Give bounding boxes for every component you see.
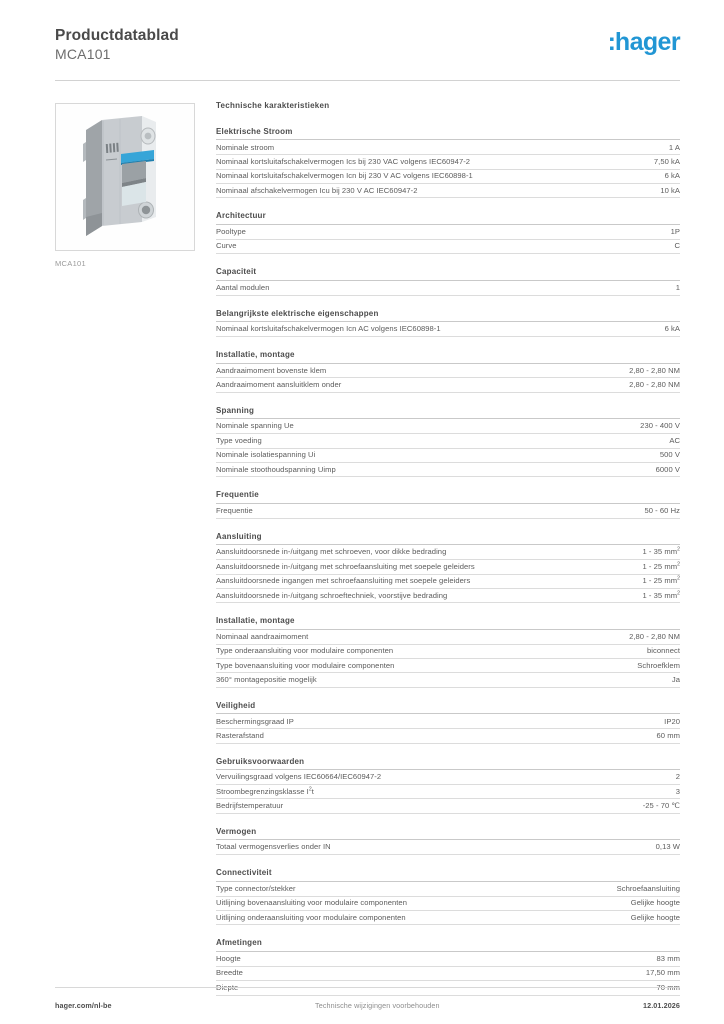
spec-group-title: Installatie, montage bbox=[216, 350, 680, 364]
spec-value: Ja bbox=[550, 673, 680, 687]
table-row bbox=[216, 630, 680, 644]
table-row bbox=[216, 504, 680, 518]
spec-value: 10 kA bbox=[550, 184, 680, 198]
spec-label: Beschermingsgraad IP bbox=[216, 714, 550, 728]
table-row bbox=[216, 239, 680, 253]
spec-value: Schroefaansluiting bbox=[550, 882, 680, 896]
table-row bbox=[216, 673, 680, 687]
spec-value: 17,50 mm bbox=[550, 966, 680, 980]
spec-group-title: Veiligheid bbox=[216, 701, 680, 715]
spec-value: 1 - 25 $mm^2$ bbox=[550, 560, 680, 574]
spec-value: 3 bbox=[550, 785, 680, 799]
table-row bbox=[216, 364, 680, 378]
page-content bbox=[0, 81, 724, 1009]
circuit-breaker-illustration bbox=[82, 114, 174, 244]
table-row bbox=[216, 659, 680, 673]
table-row bbox=[216, 910, 680, 924]
table-row bbox=[216, 644, 680, 658]
product-image-column bbox=[55, 101, 197, 268]
spec-group-title: Installatie, montage bbox=[216, 616, 680, 630]
spec-label: Nominale stroom bbox=[216, 140, 550, 154]
spec-group-title: Connectiviteit bbox=[216, 868, 680, 882]
spec-label: Vervuilingsgraad volgens IEC60664/IEC60947-2 bbox=[216, 770, 550, 784]
spec-label: Aansluitdoorsnede in-/uitgang schroeftechniek, voorstijve bedrading bbox=[216, 588, 550, 602]
spec-label: Aandraaimoment bovenste klem bbox=[216, 364, 550, 378]
table-row bbox=[216, 378, 680, 392]
spec-value: Schroefklem bbox=[550, 659, 680, 673]
spec-group-title: Frequentie bbox=[216, 490, 680, 504]
table-row bbox=[216, 434, 680, 448]
spec-table bbox=[216, 281, 680, 296]
table-row bbox=[216, 729, 680, 743]
spec-label: 360° montagepositie mogelijk bbox=[216, 673, 550, 687]
spec-table bbox=[216, 140, 680, 198]
spec-label: Curve bbox=[216, 239, 550, 253]
table-row bbox=[216, 322, 680, 336]
spec-value: C bbox=[550, 239, 680, 253]
spec-group-title: Capaciteit bbox=[216, 267, 680, 281]
table-row bbox=[216, 448, 680, 462]
table-row bbox=[216, 155, 680, 169]
spec-group-title: Aansluiting bbox=[216, 532, 680, 546]
footer-divider bbox=[55, 987, 680, 988]
spec-value: 2 bbox=[550, 770, 680, 784]
footer-website[interactable]: hager.com/nl-be bbox=[55, 1001, 112, 1010]
table-row bbox=[216, 588, 680, 602]
spec-group bbox=[216, 532, 680, 604]
logo-wordmark: hager bbox=[614, 28, 680, 56]
spec-table bbox=[216, 504, 680, 519]
spec-value: 1 - 35 $mm^2$ bbox=[550, 588, 680, 602]
logo-colon-icon: : bbox=[607, 28, 615, 56]
spec-value: 2,80 - 2,80 NM bbox=[550, 630, 680, 644]
spec-value: 1 - 35 $mm^2$ bbox=[550, 545, 680, 559]
spec-label: Aansluitdoorsnede in-/uitgang met schroefaansluiting met soepele geleiders bbox=[216, 560, 550, 574]
spec-label: Nominale stoothoudspanning Uimp bbox=[216, 462, 550, 476]
page-subtitle: MCA101 bbox=[55, 46, 111, 63]
table-row bbox=[216, 560, 680, 574]
spec-label: Bedrijfstemperatuur bbox=[216, 799, 550, 813]
spec-value: 2,80 - 2,80 NM bbox=[550, 378, 680, 392]
spec-value: 1 A bbox=[550, 140, 680, 154]
spec-label: Aandraaimoment aansluitklem onder bbox=[216, 378, 550, 392]
table-row bbox=[216, 419, 680, 433]
spec-label: Totaal vermogensverlies onder IN bbox=[216, 840, 550, 854]
spec-label: Nominaal kortsluitafschakelvermogen Icn AC volgens IEC60898-1 bbox=[216, 322, 550, 336]
spec-value: Gelijke hoogte bbox=[550, 896, 680, 910]
table-row bbox=[216, 574, 680, 588]
spec-table bbox=[216, 419, 680, 477]
specification-groups bbox=[216, 127, 680, 996]
spec-value: AC bbox=[550, 434, 680, 448]
spec-value: 7,50 kA bbox=[550, 155, 680, 169]
spec-label: Nominaal afschakelvermogen Icu bij 230 V AC IEC60947-2 bbox=[216, 184, 550, 198]
spec-table bbox=[216, 714, 680, 743]
spec-value: IP20 bbox=[550, 714, 680, 728]
spec-group-title: Architectuur bbox=[216, 211, 680, 225]
spec-group bbox=[216, 616, 680, 688]
spec-label: Hoogte bbox=[216, 952, 550, 966]
spec-label: Type onderaansluiting voor modulaire componenten bbox=[216, 644, 550, 658]
spec-value: -25 - 70 ℃ bbox=[550, 799, 680, 813]
spec-value: 6000 V bbox=[550, 462, 680, 476]
spec-table bbox=[216, 882, 680, 926]
spec-label: Aansluitdoorsnede in-/uitgang met schroeven, voor dikke bedrading bbox=[216, 545, 550, 559]
specifications-heading: Technische karakteristieken bbox=[216, 100, 330, 110]
spec-value: 0,13 W bbox=[550, 840, 680, 854]
table-row bbox=[216, 785, 680, 799]
table-row bbox=[216, 799, 680, 813]
spec-label: Pooltype bbox=[216, 225, 550, 239]
table-row bbox=[216, 896, 680, 910]
footer-date: 12.01.2026 bbox=[643, 1001, 680, 1010]
spec-group bbox=[216, 827, 680, 855]
spec-value: Gelijke hoogte bbox=[550, 910, 680, 924]
spec-group-title: Vermogen bbox=[216, 827, 680, 841]
spec-value: 6 kA bbox=[550, 322, 680, 336]
table-row bbox=[216, 840, 680, 854]
table-row bbox=[216, 184, 680, 198]
header-titles bbox=[55, 26, 179, 64]
spec-label: Stroombegrenzingsklasse $I^2t$ bbox=[216, 785, 550, 799]
spec-group bbox=[216, 350, 680, 393]
spec-label: Breedte bbox=[216, 966, 550, 980]
spec-table bbox=[216, 322, 680, 337]
spec-group bbox=[216, 267, 680, 295]
spec-label: Rasterafstand bbox=[216, 729, 550, 743]
spec-label: Nominaal kortsluitafschakelvermogen Ics bij 230 VAC volgens IEC60947-2 bbox=[216, 155, 550, 169]
spec-table bbox=[216, 364, 680, 393]
spec-group bbox=[216, 701, 680, 744]
spec-value: 83 mm bbox=[550, 952, 680, 966]
spec-label: Aansluitdoorsnede ingangen met schroefaansluiting met soepele geleiders bbox=[216, 574, 550, 588]
spec-table bbox=[216, 770, 680, 814]
page-header bbox=[0, 0, 724, 64]
spec-value: 1P bbox=[550, 225, 680, 239]
table-row bbox=[216, 770, 680, 784]
product-image-caption: MCA101 bbox=[55, 258, 86, 268]
spec-group bbox=[216, 406, 680, 478]
spec-value: 1 - 25 $mm^2$ bbox=[550, 574, 680, 588]
spec-table bbox=[216, 952, 680, 996]
table-row bbox=[216, 714, 680, 728]
spec-label: Type connector/stekker bbox=[216, 882, 550, 896]
table-row bbox=[216, 169, 680, 183]
spec-table bbox=[216, 545, 680, 603]
spec-value: 1 bbox=[550, 281, 680, 295]
spec-value: 6 kA bbox=[550, 169, 680, 183]
spec-label: Nominaal aandraaimoment bbox=[216, 630, 550, 644]
spec-value: 2,80 - 2,80 NM bbox=[550, 364, 680, 378]
table-row bbox=[216, 952, 680, 966]
spec-group bbox=[216, 757, 680, 814]
spec-value: 500 V bbox=[550, 448, 680, 462]
spec-label: Nominale spanning Ue bbox=[216, 419, 550, 433]
spec-value: 230 - 400 V bbox=[550, 419, 680, 433]
spec-label: Aantal modulen bbox=[216, 281, 550, 295]
spec-group-title: Belangrijkste elektrische eigenschappen bbox=[216, 309, 680, 323]
footer-disclaimer: Technische wijzigingen voorbehouden bbox=[315, 1001, 440, 1010]
spec-value: 60 mm bbox=[550, 729, 680, 743]
table-row bbox=[216, 140, 680, 154]
table-row bbox=[216, 281, 680, 295]
page-footer bbox=[55, 1001, 680, 1010]
table-row bbox=[216, 966, 680, 980]
spec-group bbox=[216, 127, 680, 199]
spec-group-title: Afmetingen bbox=[216, 938, 680, 952]
page-title: Productdatablad bbox=[55, 27, 179, 44]
specifications-column bbox=[197, 101, 680, 1009]
spec-group-title: Spanning bbox=[216, 406, 680, 420]
spec-group bbox=[216, 309, 680, 337]
spec-table bbox=[216, 630, 680, 688]
table-row bbox=[216, 462, 680, 476]
spec-label: Type bovenaansluiting voor modulaire componenten bbox=[216, 659, 550, 673]
table-row bbox=[216, 225, 680, 239]
spec-group bbox=[216, 211, 680, 254]
spec-label: Nominaal kortsluitafschakelvermogen Icn bij 230 V AC volgens IEC60898-1 bbox=[216, 169, 550, 183]
table-row bbox=[216, 545, 680, 559]
spec-table bbox=[216, 225, 680, 254]
table-row bbox=[216, 882, 680, 896]
product-image-frame bbox=[55, 103, 195, 251]
spec-group bbox=[216, 868, 680, 925]
spec-value: 50 - 60 Hz bbox=[550, 504, 680, 518]
spec-table bbox=[216, 840, 680, 855]
spec-label: Nominale isolatiespanning Ui bbox=[216, 448, 550, 462]
spec-group-title: Gebruiksvoorwaarden bbox=[216, 757, 680, 771]
hager-logo bbox=[608, 30, 680, 55]
spec-label: Type voeding bbox=[216, 434, 550, 448]
spec-group bbox=[216, 490, 680, 518]
spec-label: Uitlijning bovenaansluiting voor modulaire componenten bbox=[216, 896, 550, 910]
spec-label: Frequentie bbox=[216, 504, 550, 518]
spec-value: biconnect bbox=[550, 644, 680, 658]
spec-label: Uitlijning onderaansluiting voor modulaire componenten bbox=[216, 910, 550, 924]
spec-group-title: Elektrische Stroom bbox=[216, 127, 680, 141]
